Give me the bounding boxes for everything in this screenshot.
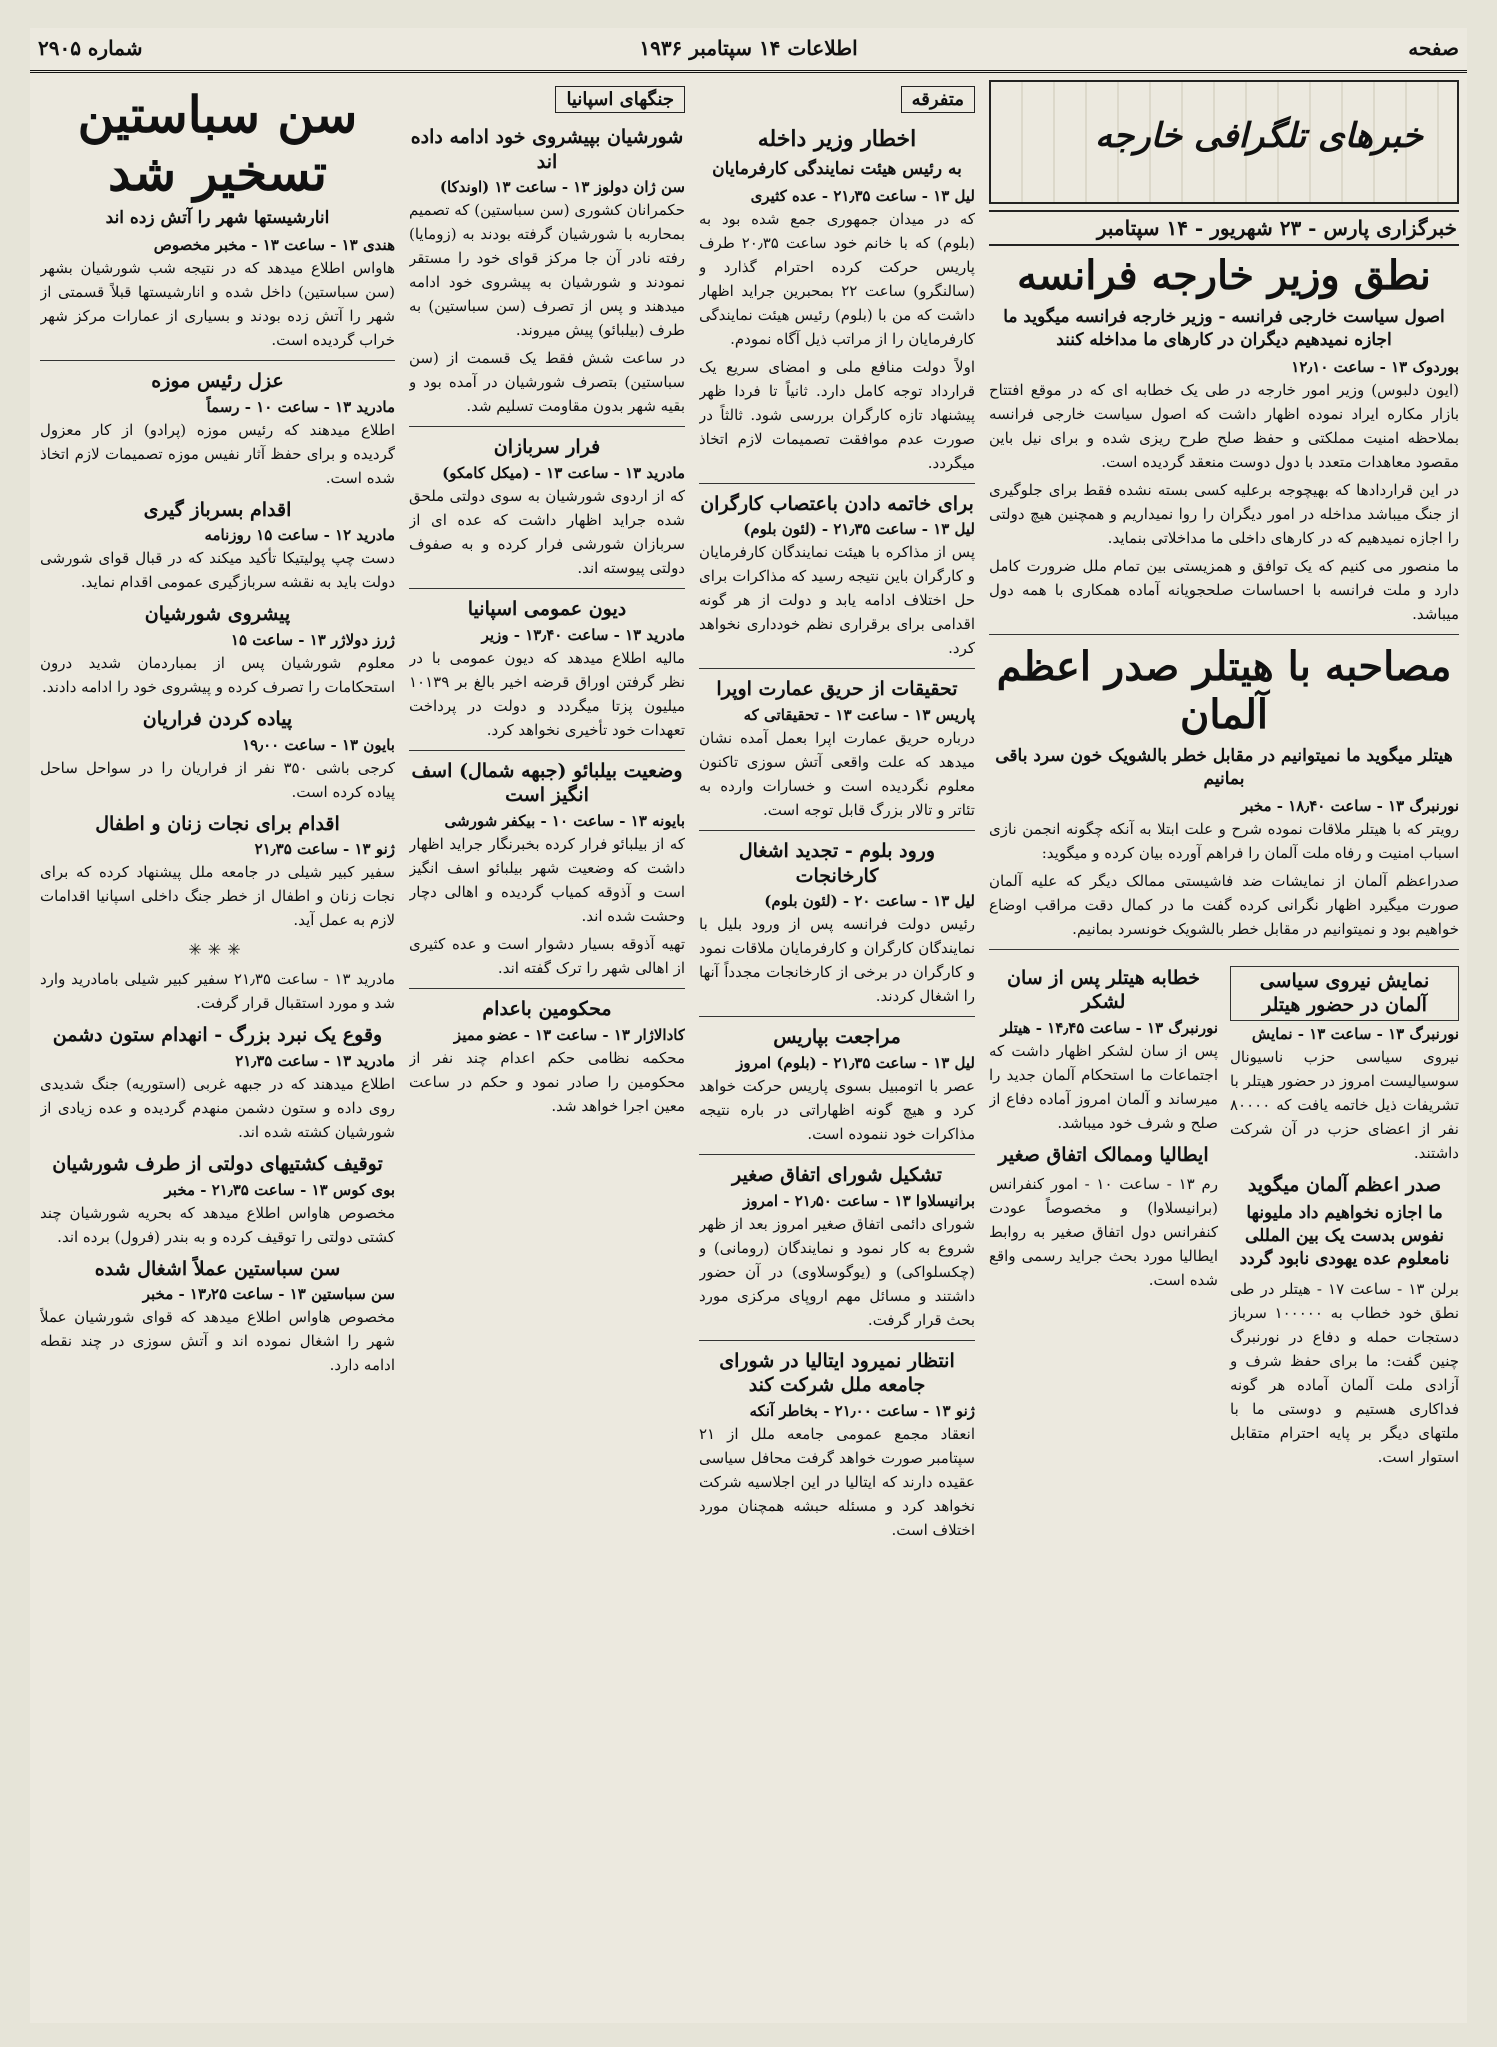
article-dateline: ژرز دولاژر ۱۳ - ساعت ۱۵: [230, 631, 395, 649]
article-headline: اقدام بسرباز گیری: [143, 498, 292, 521]
article-dateline: مادرید ۱۳ - ساعت ۲۱٫۳۵: [235, 1052, 395, 1071]
article-dateline: برانیسلاوا ۱۳ - ساعت ۲۱٫۵۰ - امروز: [743, 1191, 975, 1210]
article-dateline: نورنبرگ ۱۳ - ساعت ۱۴٫۴۵ - هیتلر: [1000, 1019, 1218, 1038]
article-dateline: بایون ۱۳ - ساعت ۱۹٫۰۰: [242, 735, 395, 754]
article-paragraph: رئیس دولت فرانسه پس از ورود بلیل با نمایندگان کارگران و کارفرمایان ملاقات نمود و کارگران در برخی از کارخانجات مجدداً آنها را اشغال کردند.: [699, 915, 975, 1006]
article-headline: پیشروی شورشیان: [144, 603, 291, 626]
article-headline: نمایش نیروی سیاسی آلمان در حضور هیتلر: [1230, 966, 1459, 1021]
article-paragraph: مخصوص هاواس اطلاع میدهد که قوای شورشیان عملاً شهر را اشغال نموده اند و آتش سوزی در چند نقطه ادامه دارد.: [40, 1308, 395, 1375]
issue-number: شماره ۲۹۰۵: [38, 36, 143, 60]
section-tag: متفرقه: [901, 86, 975, 113]
page-label: صفحه: [1408, 36, 1459, 60]
article-subheadline: ایطالیا وممالک اتفاق صغیر: [998, 1144, 1209, 1167]
article-paragraph: مخصوص هاواس اطلاع میدهد که بحریه شورشیان چند کشتی دولتی را توقیف کرده و به بندر (فرول) برده اند.: [40, 1203, 395, 1246]
paper-date: اطلاعات ۱۴ سپتامبر ۱۹۳۶: [639, 36, 858, 60]
article-paragraph: انعقاد مجمع عمومی جامعه ملل از ۲۱ سپتامبر صورت خواهد گرفت محافل سیاسی عقیده دارند که ایتالیا در این اجلاسیه شرکت نخواهد کرد و مسئله حبشه همچنان مورد اختلاف است.: [699, 1425, 975, 1540]
article-headline: سن سباستین تسخیر شد: [77, 85, 358, 202]
article-headline: نطق وزیر خارجه فرانسه: [1017, 252, 1431, 299]
article-headline: ورود بلوم - تجدید اشغال کارخانجات: [738, 839, 936, 887]
article-paragraph: که از اردوی شورشیان به سوی دولتی ملحق شده جراید اظهار داشت که عده ای از سربازان شورشی فرار کرده و به صفوف دولتی پیوسته اند.: [409, 487, 685, 578]
article-paragraph: درباره حریق عمارت اپرا بعمل آمده نشان میدهد که علت واقعی آتش سوزی تاکنون معلوم نگردیده است و خسارات وارده به تئاتر و تالار بزرگ قابل توجه است.: [699, 728, 975, 819]
newspaper-page: [30, 28, 1467, 2023]
article-paragraph: نیروی سیاسی حزب ناسیونال سوسیالیست امروز در حضور هیتلر با تشریفات ذیل خاتمه یافت که ۸۰۰۰۰ نفر از اعضای حزب در آن شرکت داشتند.: [1230, 1048, 1459, 1163]
column-spain-main: [40, 80, 395, 2015]
article-paragraph: صدراعظم آلمان از نمایشات ضد فاشیستی ممالک دیگر که علیه آلمان صورت میگیرد اظهار نگرانی کرده گفت ما در کمال دقت مراقب اوضاع خواهیم بود و نمیتوانیم در مقابل خطر بالشویک خونسرد بمانیم.: [989, 871, 1459, 938]
article-dateline: لیل ۱۳ - ساعت ۲۰ - (لئون بلوم): [764, 892, 975, 911]
article-paragraph: ما منصور می کنیم که یک توافق و همزیستی بین تمام ملل ضرورت کامل دارد و ملت فرانسه با احساسات صلحجویانه آماده همکاری با همه دول میباشد.: [989, 556, 1459, 623]
section-banner-title: خبرهای تلگرافی خارجه: [1095, 116, 1423, 156]
article-headline: توقیف کشتیهای دولتی از طرف شورشیان: [52, 1153, 383, 1176]
article-paragraph: هاواس اطلاع میدهد که در نتیجه شب شورشیان بشهر (سن سباستین) داخل شده و انارشیستها قبلاً قسمتی از شهر را آتش زده بودند و بسیاری از عمارات مرکز شهر خراب گردیده است.: [40, 258, 395, 349]
article-headline: شورشیان بپیشروی خود ادامه داده اند: [410, 126, 684, 173]
article-subheadline: هیتلر میگوید ما نمیتوانیم در مقابل خطر بالشویک خون سرد باقی بمانیم: [995, 745, 1453, 789]
article-dateline: لیل ۱۳ - ساعت ۲۱٫۳۵ - (لئون بلوم): [743, 520, 975, 539]
article-dateline: مادرید ۱۳ - ساعت ۱۳٫۴۰ - وزیر: [481, 625, 685, 644]
article-headline: تحقیقات از حریق عمارت اوپرا: [716, 678, 958, 701]
article-dateline: هندی ۱۳ - ساعت ۱۳ - مخبر مخصوص: [153, 235, 395, 254]
article-paragraph: دست چپ پولیتیکا تأکید میکند که در قبال قوای شورشی دولت باید به نقشه سربازگیری عمومی اقدام نماید.: [40, 549, 395, 592]
article-paragraph: (ایون دلبوس) وزیر امور خارجه در طی یک خطابه ای که در موقع افتتاح بازار مکاره ایراد نموده اظهار داشت که اصول سیاست خارجی فرانسه بملاحظه امنیت مملکتی و حفظ صلح طرح ریزی شده و برای نیل باین مقصود معاهدات متعدد با دول دوست منعقد گردیده است.: [989, 380, 1459, 471]
article-headline: اقدام برای نجات زنان و اطفال: [95, 812, 340, 835]
article-paragraph: حکمرانان کشوری (سن سباستین) که تصمیم بمحاربه با شورشیان گرفته بودند به (زومایا) رفته نادر آن جا مرکز قوای خود را مستقر نمودند و شورشیان به پیشروی خود ادامه میدهند و پس از تصرف (سن سباستین) به طرف (بیلبائو) پیش میروند.: [409, 201, 685, 340]
article-dateline: ژنو ۱۳ - ساعت ۲۱٫۳۵: [254, 840, 395, 859]
article-paragraph: پس از سان لشکر اظهار داشت که اجتماعات ما استحکام آلمان جدید را میرساند و آلمان امروز آماده دفاع از صلح و شرف خود میباشد.: [989, 1042, 1218, 1133]
article-dateline: سن سباستین ۱۳ - ساعت ۱۳٫۲۵ - مخبر: [142, 1285, 395, 1304]
masthead: [30, 28, 1467, 73]
article-headline: وقوع یک نبرد بزرگ - انهدام ستون دشمن: [52, 1024, 383, 1047]
article-paragraph: در این قراردادها که بهیچوجه برعلیه کسی بسته نشده فقط برای جلوگیری از جنگ میباشد مداخله در امور دیگران را روا نمیداریم و همچنین هیچ دولتی را اجازه نمیدهیم که در کارهای داخلی ما مداخلاتی بنماید.: [989, 480, 1459, 547]
article-paragraph: که از بیلبائو فرار کرده بخبرنگار جراید اظهار داشت که وضعیت شهر بیلبائو اسف انگیز است و آذوقه کمیاب گردیده و اهالی دچار وحشت شده اند.: [409, 835, 685, 926]
article-headline: دیون عمومی اسپانیا: [467, 598, 627, 621]
article-paragraph: مادرید ۱۳ - ساعت ۲۱٫۳۵ سفیر کبیر شیلی بامادرید وارد شد و مورد استقبال قرار گرفت.: [40, 970, 395, 1013]
article-subheadline: اصول سیاست خارجی فرانسه - وزیر خارجه فرانسه میگوید ما اجازه نمیدهیم دیگران در کارهای ما مداخله کنند: [1003, 307, 1445, 350]
article-paragraph: برلن ۱۳ - ساعت ۱۷ - هیتلر در طی نطق خود خطاب به ۱۰۰۰۰۰ سرباز دستجات حمله و دفاع در نورنبرگ چنین گفت: ما برای حفظ شرف و آزادی ملت آلمان آماده هر گونه فداکاری هستیم و دوستی ما با ملتهای دیگر بر پایه احترام متقابل استوار است.: [1230, 1279, 1459, 1466]
article-dateline: کادالاژار ۱۳ - ساعت ۱۳ - عضو ممیز: [453, 1025, 685, 1044]
article-dateline: لیل ۱۳ - ساعت ۲۱٫۳۵ - (بلوم) امروز: [736, 1053, 975, 1072]
article-headline: فرار سربازان: [493, 436, 601, 459]
article-dateline: بوی کوس ۱۳ - ساعت ۲۱٫۳۵ - مخبر: [164, 1180, 395, 1199]
column-miscellaneous: [699, 80, 975, 2015]
wire-line: خبرگزاری پارس - ۲۳ شهریور - ۱۴ سپتامبر: [989, 210, 1459, 246]
article-headline: انتظار نمیرود ایتالیا در شورای جامعه ملل شرکت کند: [719, 1349, 955, 1397]
article-headline: مصاحبه با هیتلر صدر اعظم آلمان: [996, 642, 1452, 738]
article-headline: سن سباستین عملاً اشغال شده: [94, 1257, 341, 1280]
article-dateline: سن ژان دولوز ۱۳ - ساعت ۱۳ (اوندکا): [439, 178, 685, 197]
article-paragraph: در ساعت شش فقط یک قسمت از (سن سباستین) بتصرف شورشیان در آمده بود و بقیه شهر بدون مقاومت تسلیم شد.: [409, 349, 685, 416]
article-headline: عزل رئیس موزه: [151, 369, 284, 392]
article-dateline: بوردوک ۱۳ - ساعت ۱۲٫۱۰: [1291, 357, 1459, 376]
article-dateline: مادرید ۱۳ - ساعت ۱۰ - رسماً: [206, 397, 395, 416]
article-subheadline: ما اجازه نخواهیم داد ملیونها نفوس بدست یک بین المللی نامعلوم عده یهودی نابود گردد: [1239, 1202, 1450, 1269]
article-paragraph: که در میدان جمهوری جمع شده بود به (بلوم) که با خانم خود ساعت ۲۰٫۳۵ طرف پاریس حرکت کرده احترام گذارد و (سالنگرو) ساعت ۲۲ بمحبرین جراید اظهار داشت که من با (بلوم) رئیس هیئت نمایندگی کارفرمایان را از مراتب ذیل آگاه نمودم.: [699, 209, 975, 348]
article-dateline: نورنبرگ ۱۳ - ساعت ۱۸٫۴۰ - مخبر: [1241, 796, 1459, 815]
article-subheadline: به رئیس هیئت نمایندگی کارفرمایان: [712, 158, 962, 179]
star-divider-icon: ✳✳✳: [188, 940, 247, 960]
article-dateline: لیل ۱۳ - ساعت ۲۱٫۳۵ - عده کثیری: [750, 186, 975, 205]
article-paragraph: معلوم شورشیان پس از بمباردمان شدید درون استحکامات را تصرف کرده و پیشروی خود را ادامه دادند.: [40, 654, 395, 696]
article-subheadline: انارشیستها شهر را آتش زده اند: [105, 208, 330, 228]
article-headline: تشکیل شورای اتفاق صغیر: [732, 1163, 942, 1186]
article-headline: اخطار وزیر داخله: [757, 126, 917, 152]
article-dateline: بایونه ۱۳ - ساعت ۱۰ - بیکفر شورشی: [444, 812, 685, 831]
article-paragraph: رم ۱۳ - ساعت ۱۰ - امور کنفرانس (برانیسلاوا) و مخصوصاً عودت کنفرانس دول اتفاق صغیر به روابط ایطالیا مورد بحث جراید رسمی واقع شده است.: [989, 1174, 1218, 1289]
article-paragraph: اطلاع میدهند که رئیس موزه (پرادو) از کار معزول گردیده و برای حفظ آثار نفیس موزه تصمیمات لازم اتخاذ شده است.: [40, 420, 395, 487]
article-paragraph: پس از مذاکره با هیئت نمایندگان کارفرمایان و کارگران باین نتیجه رسید که مذاکرات برای حل اختلاف ادامه یابد و دولت از هر گونه اقدامی برای برقراری نظم خودداری نخواهد کرد.: [699, 543, 975, 658]
section-banner: [989, 80, 1459, 204]
article-paragraph: تهیه آذوقه بسیار دشوار است و عده کثیری از اهالی شهر را ترک گفته اند.: [409, 935, 685, 978]
article-paragraph: کرجی باشی ۳۵۰ نفر از فراریان را در سواحل ساحل پیاده کرده است.: [40, 758, 395, 801]
column-spain-war: [409, 80, 685, 2015]
article-headline: وضعیت بیلبائو (جبهه شمال) اسف انگیز است: [411, 759, 683, 807]
article-paragraph: اولاً دولت منافع ملی و امضای سریع یک قرارداد توجه کامل دارد. ثانیاً تا فردا ظهر پیشنهاد تازه کارگران بررسی شود. ثالثاً در صورت عدم موافقت تصمیمات لازم اتخاذ میگردد.: [699, 357, 975, 472]
article-paragraph: اطلاع میدهند که در جبهه غربی (استوریه) جنگ شدیدی روی داده و ستون دشمن منهدم گردیده و عده زیادی از شورشیان کشته شده اند.: [40, 1075, 395, 1142]
article-dateline: مادرید ۱۳ - ساعت ۱۳ - (میکل کامکو): [442, 464, 685, 483]
article-subheadline: صدر اعظم آلمان میگوید: [1247, 1174, 1442, 1197]
column-foreign-news: [989, 80, 1459, 2015]
article-headline: برای خاتمه دادن باعتصاب کارگران: [700, 492, 974, 515]
section-tag: جنگهای اسپانیا: [555, 86, 685, 113]
article-dateline: نورنبرگ ۱۳ - ساعت ۱۳ - نمایش: [1251, 1025, 1459, 1044]
article-headline: مراجعت بپاریس: [773, 1026, 901, 1049]
article-headline: خطابه هیتلر پس از سان لشکر: [1007, 966, 1200, 1014]
article-dateline: ژنو ۱۳ - ساعت ۲۱٫۰۰ - بخاطر آنکه: [749, 1402, 975, 1421]
article-paragraph: شورای دائمی اتفاق صغیر امروز بعد از ظهر شروع به کار نمود و نمایندگان (رومانی) و (چکسلواکی) و (یوگوسلاوی) در آن حضور داشتند و مسائل مهم اروپای مرکزی مورد بحث قرار گرفت.: [699, 1214, 975, 1329]
article-paragraph: سفیر کبیر شیلی در جامعه ملل پیشنهاد کرده که برای نجات زنان و اطفال از خطر جنگ داخلی اسپانیا اقدامات لازم به عمل آید.: [40, 863, 395, 930]
article-dateline: مادرید ۱۲ - ساعت ۱۵ روزنامه: [204, 526, 395, 545]
article-paragraph: مالیه اطلاع میدهد که دیون عمومی با در نظر گرفتن اوراق قرضه اخیر بالغ بر ۱۰۱۳۹ میلیون پزتا میگردد و دولت در پرداخت تعهدات خود تأخیری نخواهد کرد.: [409, 648, 685, 739]
article-paragraph: عصر با اتومبیل بسوی پاریس حرکت خواهد کرد و هیچ گونه اظهاراتی در باره نتیجه مذاکرات خود ننموده است.: [699, 1076, 975, 1143]
article-paragraph: محکمه نظامی حکم اعدام چند نفر از محکومین را صادر نمود و حکم در ساعت معین اجرا خواهد شد.: [409, 1048, 685, 1115]
article-headline: محکومین باعدام: [482, 998, 612, 1021]
article-paragraph: رویتر که با هیتلر ملاقات نموده شرح و علت ابتلا به آنکه چگونه انجمن نازی اسباب امنیت و رفاه ملت آلمان را فراهم آورده بیان کرده و میگوید:: [989, 819, 1459, 862]
article-dateline: پاریس ۱۳ - ساعت ۱۳ - تحقیقاتی که: [743, 705, 975, 724]
article-headline: پیاده کردن فراریان: [142, 708, 293, 730]
